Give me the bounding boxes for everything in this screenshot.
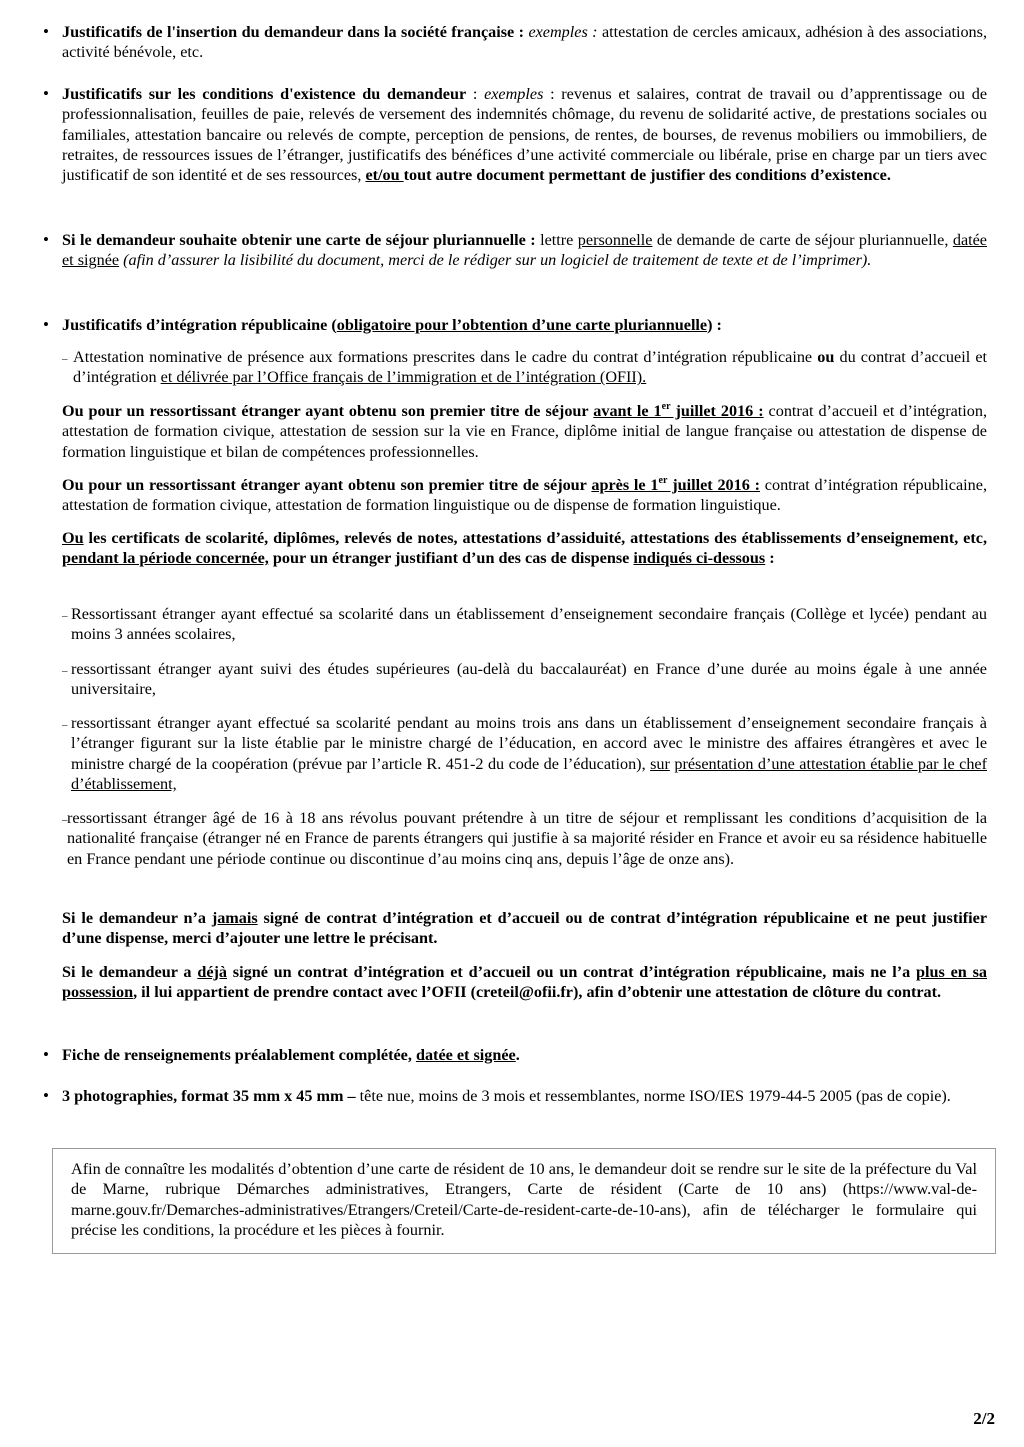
indiques-underlined: indiqués ci-dessous <box>633 549 766 568</box>
bold-text: pour un étranger justifiant d’un des cas de dispense <box>268 549 634 568</box>
bold-text: les certificats de scolarité, diplômes, relevés de notes, attestations d’assiduité, attestations des établissements d’enseignement, etc, <box>83 529 987 547</box>
bullet-icon: • <box>43 22 49 41</box>
attestation-paragraph <box>73 347 987 388</box>
deja-paragraph <box>62 962 987 1003</box>
obligatoire-underlined: obligatoire pour l’obtention d’une carte pluriannuelle <box>336 316 708 334</box>
date-underlined: avant le 1 <box>593 402 662 420</box>
text: contrat d’accueil et d’intégration, attestation de formation civique, attestation de session sur la vie en France, diplôme initial de langue française ou attestation de dispense de formation linguistique et bilan de compétences professionnelles. <box>62 402 988 461</box>
bullet-icon: • <box>43 1086 49 1105</box>
insertion-heading: Justificatifs de l'insertion du demandeur dans la société française : <box>62 23 525 41</box>
datee-signee-underlined: datée et signée <box>62 231 987 270</box>
presentation-underlined: présentation d’une attestation établie par le chef d’établissement, <box>71 754 987 793</box>
info-box-text: Afin de connaître les modalités d’obtention d’une carte de résident de 10 ans, le demandeur doit se rendre sur le site de la préfecture du Val de Marne, rubrique Démarches administratives, Etrangers, Carte de résident (Carte de 10 ans) (https://www.val-de-marne.gouv.fr/Demarches-administratives/Etrangers/Creteil/Carte-de-resident-carte-de-10-ans), afin de télécharger le formulaire qui précise les conditions, la procédure et les pièces à fournir. <box>71 1160 977 1239</box>
existence-closing: tout autre document permettant de justifier des conditions d’existence. <box>403 166 891 185</box>
bullet-icon: • <box>43 230 49 249</box>
bullet-icon: • <box>43 315 49 334</box>
text: du contrat d’accueil et d’intégration <box>73 348 988 387</box>
dash-icon: – <box>62 610 68 622</box>
pluriannual-heading: Si le demandeur souhaite obtenir une carte de séjour pluriannuelle : <box>62 231 536 249</box>
ou-bold: ou <box>817 348 835 366</box>
existence-heading: Justificatifs sur les conditions d'existence du demandeur <box>62 85 467 103</box>
examples-label: exemples : <box>528 23 598 41</box>
deja-underlined: déjà <box>197 963 227 981</box>
possession-underlined: plus en sa possession <box>62 963 987 1002</box>
et-ou-label: et/ou <box>365 166 404 185</box>
personnelle-underlined: personnelle <box>577 231 653 249</box>
photographies-heading: 3 photographies, format 35 mm x 45 mm – <box>62 1087 356 1105</box>
date-underlined: juillet 2016 : <box>667 476 761 494</box>
superscript: er <box>661 400 671 412</box>
dispense-item-4: ressortissant étranger âgé de 16 à 18 ans révolus pouvant prétendre à un titre de séjour et remplissant les conditions d’acquisition de la nationalité française (étranger né en France de parents étrangers qui justifie à sa majorité résider en France et avoir eu sa résidence habituelle en France pendant une période continue ou discontinue d’au moins cinq ans, depuis l’âge de onze ans). <box>67 809 987 868</box>
date-underlined: juillet 2016 : <box>670 402 764 420</box>
bold-text: Si le demandeur n’a <box>62 909 212 927</box>
integration-heading <box>62 315 987 335</box>
apres-2016-paragraph <box>62 475 987 516</box>
text: contrat d’intégration républicaine, attestation de formation civique, attestation de formation linguistique ou de dispense de formation linguistique. <box>62 476 987 515</box>
pluriannual-paragraph <box>62 230 987 271</box>
existence-paragraph <box>62 84 987 185</box>
bold-text: signé de contrat d’intégration et d’accueil ou de contrat d’intégration républicaine et ne peut justifier d’une dispense, merci d’ajouter une lettre le précisant. <box>62 909 987 948</box>
examples-label: exemples <box>484 85 544 103</box>
dispense-item-1: Ressortissant étranger ayant effectué sa scolarité dans un établissement d’enseignement secondaire français (Collège et lycée) pendant au moins 3 années scolaires, <box>71 605 987 644</box>
ou-underlined: Ou <box>62 529 84 547</box>
existence-text: : revenus et salaires, contrat de travail ou d’apprentissage ou de professionnalisation, feuilles de paie, relevés de versement des indemnités chômage, du revenu de solidarité active, de prestations sociales ou familiales, attestation bancaire ou relevés de compte, perception de pensions, de rentes, de bourses, de revenus mobiliers ou immobiliers, de retraites, de ressources issues de l’étranger, justificatifs des bénéfices d’une activité commerciale ou libérale, prise en charge par un tiers avec justificatif de son identité et de ses ressources, <box>62 85 987 185</box>
text: lettre <box>535 231 578 249</box>
bold-text: Ou pour un ressortissant étranger ayant obtenu son premier titre de séjour <box>62 476 592 494</box>
datee-signee-underlined: datée et signée <box>415 1046 516 1064</box>
date-underlined: après le 1 <box>591 476 659 494</box>
jamais-paragraph <box>62 908 987 949</box>
bold-text: Si le demandeur a <box>62 963 198 981</box>
dispense-item-3 <box>71 713 987 794</box>
info-box <box>52 1148 996 1254</box>
fiche-paragraph <box>62 1045 987 1065</box>
sur-underlined: sur <box>650 754 670 773</box>
photographies-text: tête nue, moins de 3 mois et ressemblantes, norme ISO/IES 1979-44-5 2005 (pas de copie). <box>355 1087 951 1105</box>
avant-2016-paragraph <box>62 401 987 462</box>
insertion-paragraph <box>62 22 987 63</box>
page-number: 2/2 <box>973 1409 995 1428</box>
text: ressortissant étranger ayant effectué sa scolarité pendant au moins trois ans dans un établissement d’enseignement secondaire français à l’étranger figurant sur la liste établie par le ministre chargé de l’éducation, en accord avec le ministre des affaires étrangères et avec le ministre chargé de la coopération (prévue par l’article R. 451-2 du code de l’éducation), <box>71 714 987 773</box>
separator: : <box>466 85 485 103</box>
dash-icon: – <box>62 814 68 826</box>
heading-part: Justificatifs d’intégration républicaine ( <box>62 316 337 334</box>
bold-text: : <box>765 549 775 568</box>
dispense-paragraph <box>62 528 987 569</box>
dash-icon: – <box>62 719 68 731</box>
insertion-text: attestation de cercles amicaux, adhésion à des associations, activité bénévole, etc. <box>62 23 987 62</box>
superscript: er <box>658 474 668 486</box>
italic-note: (afin d’assurer la lisibilité du document, merci de le rédiger sur un logiciel de traitement de texte et de l’imprimer). <box>123 251 872 270</box>
bullet-icon: • <box>43 84 49 103</box>
text: de demande de carte de séjour pluriannuelle, <box>652 231 953 249</box>
dispense-item-2: ressortissant étranger ayant suivi des études supérieures (au-delà du baccalauréat) en France d’une durée au moins égale à une année universitaire, <box>71 660 987 699</box>
dash-icon: – <box>62 665 68 677</box>
heading-part: ) : <box>707 316 722 334</box>
bold-text: Ou pour un ressortissant étranger ayant obtenu son premier titre de séjour <box>62 402 594 420</box>
dash-icon: – <box>62 353 68 365</box>
bold-text: , il lui appartient de prendre contact avec l’OFII (creteil@ofii.fr), afin d’obtenir une attestation de clôture du contrat. <box>133 983 942 1002</box>
bullet-icon: • <box>43 1045 49 1064</box>
ofii-underlined: et délivrée par l’Office français de l’immigration et de l’intégration (OFII). <box>160 368 647 387</box>
bold-text: . <box>515 1046 520 1064</box>
jamais-underlined: jamais <box>211 909 258 927</box>
periode-underlined: pendant la période concernée, <box>62 549 269 568</box>
bold-text: signé un contrat d’intégration et d’accueil ou un contrat d’intégration républicaine, mais ne l’a <box>227 963 917 981</box>
photographies-paragraph <box>62 1086 987 1106</box>
text: Attestation nominative de présence aux formations prescrites dans le cadre du contrat d’intégration républicaine <box>73 348 818 366</box>
bold-text: Fiche de renseignements préalablement complétée, <box>62 1046 416 1064</box>
